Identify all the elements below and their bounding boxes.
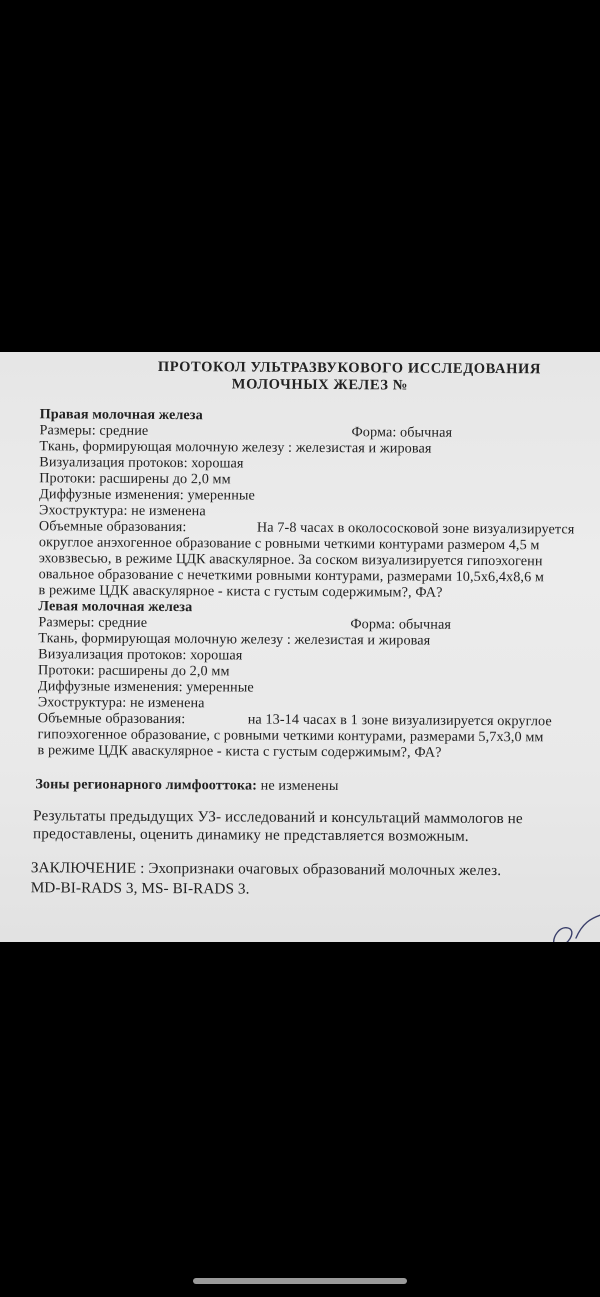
left-echostructure: Эхоструктура: не изменена (37, 694, 205, 712)
left-masses-label: Объемные образования: (37, 710, 186, 728)
right-shape: Форма: обычная (351, 424, 453, 441)
left-shape: Форма: обычная (350, 616, 452, 633)
right-tissue: Ткань, формирующая молочную железу : железистая и жировая (39, 438, 432, 457)
title-line-2: МОЛОЧНЫХ ЖЕЛЕЗ № (231, 376, 408, 394)
lymph-label: Зоны регионарного лимфооттока: (35, 776, 258, 794)
home-indicator[interactable] (193, 1278, 407, 1284)
conclusion-line-2: MD-BI-RADS 3, MS- BI-RADS 3. (30, 879, 250, 898)
left-masses-line-2: гипоэхогенное образование, с ровными четкими контурами, размерами 5,7х3,0 мм (37, 726, 544, 746)
signature-mark (546, 908, 600, 942)
right-breast-heading: Правая молочная железа (39, 406, 203, 424)
left-ducts: Протоки: расширены до 2,0 мм (38, 662, 230, 680)
left-diffuse: Диффузные изменения: умеренные (37, 678, 254, 696)
lymph-row (35, 776, 338, 794)
right-diffuse: Диффузные изменения: умеренные (39, 486, 256, 504)
title-line-1: ПРОТОКОЛ УЛЬТРАЗВУКОВОГО ИССЛЕДОВАНИЯ (157, 358, 541, 378)
left-tissue: Ткань, формирующая молочную железу : железистая и жировая (38, 630, 431, 649)
right-masses-label: Объемные образования: (38, 518, 187, 536)
right-masses-line-2: округлое анэхогенное образование с ровными четкими контурами размером 4,5 м (38, 534, 540, 554)
right-masses-line-4: овальное образование с нечеткими ровными контурами, размерами 10,5х6,4х8,6 м (38, 566, 545, 586)
right-ducts: Протоки: расширены до 2,0 мм (39, 470, 231, 488)
lymph-value: не изменены (256, 777, 339, 795)
left-masses-line-3: в режиме ЦДК аваскулярное - киста с густым содержимым?, ФА? (37, 742, 442, 761)
left-size: Размеры: средние (38, 614, 148, 631)
right-echostructure: Эхоструктура: не изменена (38, 502, 206, 520)
conclusion-line-1: ЗАКЛЮЧЕНИЕ : Эхопризнаки очаговых образований молочных желез. (30, 859, 502, 880)
document-content (0, 352, 600, 942)
left-ducts-visualization: Визуализация протоков: хорошая (38, 646, 243, 664)
right-masses-line-5: в режиме ЦДК аваскулярное - киста с густым содержимым?, ФА? (38, 582, 443, 601)
left-breast-heading: Левая молочная железа (38, 598, 193, 616)
document-sheet (0, 352, 600, 942)
right-ducts-visualization: Визуализация протоков: хорошая (39, 454, 244, 472)
previous-results-line-2: предоставлены, оценить динамику не представляется возможным. (33, 825, 469, 845)
right-size: Размеры: средние (39, 422, 149, 439)
right-masses-line-1: На 7-8 часах в околососковой зоне визуализируется (256, 519, 575, 538)
right-masses-line-3: эховзвесью, в режиме ЦДК аваскулярное. За соском визуализируется гипоэхогенн (38, 550, 543, 570)
left-masses-line-1: на 13-14 часах в 1 зоне визуализируется округлое (247, 711, 552, 730)
previous-results-line-1: Результаты предыдущих УЗ- исследований и консультаций маммологов не (33, 807, 523, 828)
